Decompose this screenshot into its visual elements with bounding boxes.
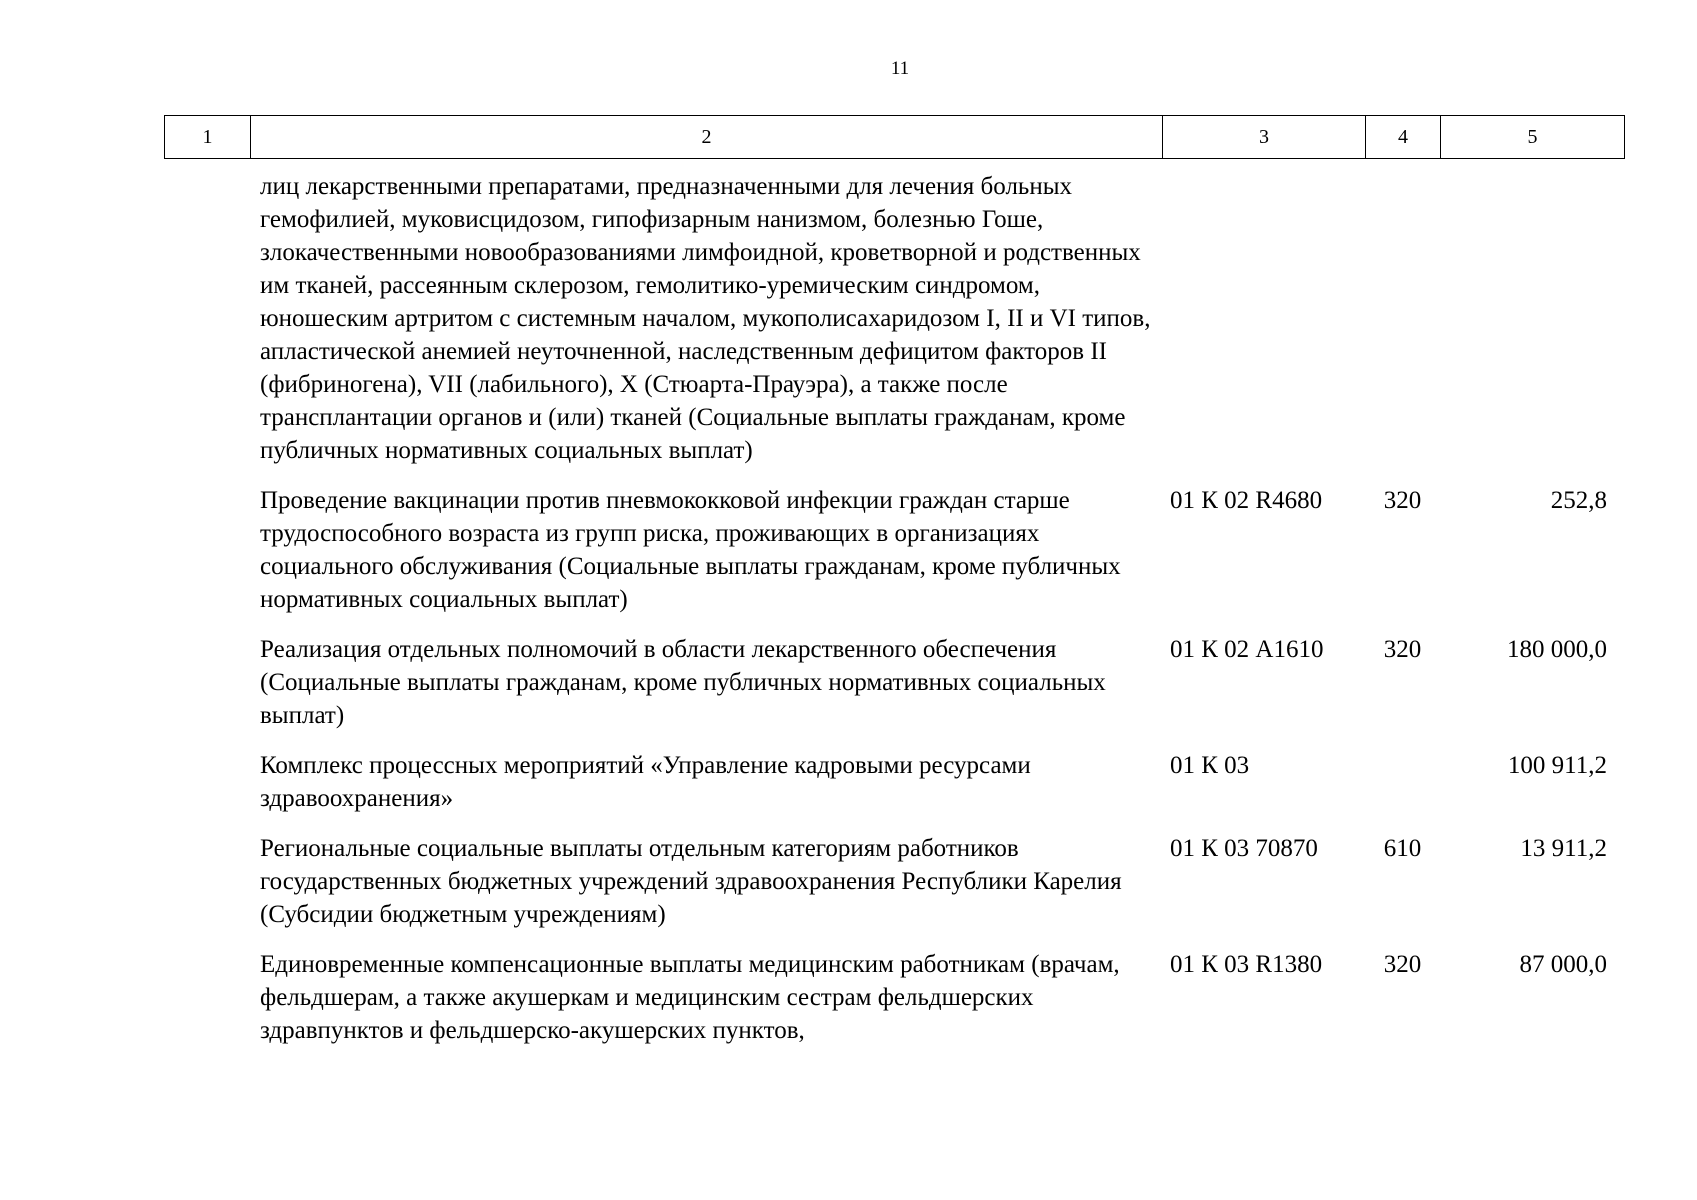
row-name: Проведение вакцинации против пневмококковой инфекции граждан старше трудоспособного возраста из групп риска, проживающих в организациях социального обслуживания (Социальные выплаты гражданам, кроме публичных нормативных социальных выплат): [260, 487, 1121, 613]
row-name: лиц лекарственными препаратами, предназначенными для лечения больных гемофилией, муковисцидозом, гипофизарным нанизмом, болезнью Гоше, злокачественными новообразованиями лимфоидной, кроветворной и родственных им тканей, рассеянным склерозом, гемолитико-уремическим синдромом, юношеским артритом с системным началом, мукополисахаридозом I, II и VI типов, апластической анемией неуточненной, наследственным дефицитом факторов II (фибриногена), VII (лабильного), X (Стюарта-Прауэра), а также после трансплантации органов и (или) тканей (Социальные выплаты гражданам, кроме публичных нормативных социальных выплат): [260, 173, 1151, 464]
column-header-1: 1: [165, 116, 251, 159]
table-row: [164, 832, 1624, 931]
row-name: Комплекс процессных мероприятий «Управление кадровыми ресурсами здравоохранения»: [260, 752, 1031, 812]
column-header-3: 3: [1163, 116, 1366, 159]
row-target-code: 01 К 03 70870: [1170, 835, 1318, 862]
row-amount: 100 911,2: [1507, 752, 1607, 779]
row-amount: 180 000,0: [1507, 636, 1607, 663]
page-number: 11: [890, 58, 910, 79]
row-target-code: 01 К 02 А1610: [1170, 636, 1324, 663]
row-expense-type: 320: [1383, 951, 1422, 978]
column-header-5: 5: [1441, 116, 1625, 159]
row-amount: 252,8: [1550, 487, 1607, 514]
row-amount: 87 000,0: [1519, 951, 1607, 978]
row-expense-type: 320: [1383, 636, 1422, 663]
table-row: [164, 633, 1624, 732]
row-expense-type: 320: [1383, 487, 1422, 514]
row-name: Единовременные компенсационные выплаты медицинским работникам (врачам, фельдшерам, а также акушеркам и медицинским сестрам фельдшерских здравпунктов и фельдшерско-акушерских пунктов,: [260, 951, 1120, 1044]
column-header-2: 2: [251, 116, 1163, 159]
row-target-code: 01 К 03 R1380: [1170, 951, 1323, 978]
row-target-code: 01 К 02 R4680: [1170, 487, 1323, 514]
column-header-4: 4: [1366, 116, 1441, 159]
column-header-table: [164, 115, 1625, 159]
row-target-code: 01 К 03: [1170, 752, 1250, 779]
row-name: Региональные социальные выплаты отдельным категориям работников государственных бюджетных учреждений здравоохранения Республики Карелия (Субсидии бюджетным учреждениям): [260, 835, 1122, 928]
budget-table-body: [164, 170, 1624, 1064]
column-header-row: [165, 116, 1625, 159]
table-row: [164, 749, 1624, 815]
table-row: [164, 948, 1624, 1047]
table-row: [164, 484, 1624, 616]
row-expense-type: 610: [1383, 835, 1422, 862]
table-row: [164, 170, 1624, 467]
row-amount: 13 911,2: [1520, 835, 1607, 862]
row-name: Реализация отдельных полномочий в области лекарственного обеспечения (Социальные выплаты гражданам, кроме публичных нормативных социальных выплат): [260, 636, 1106, 729]
